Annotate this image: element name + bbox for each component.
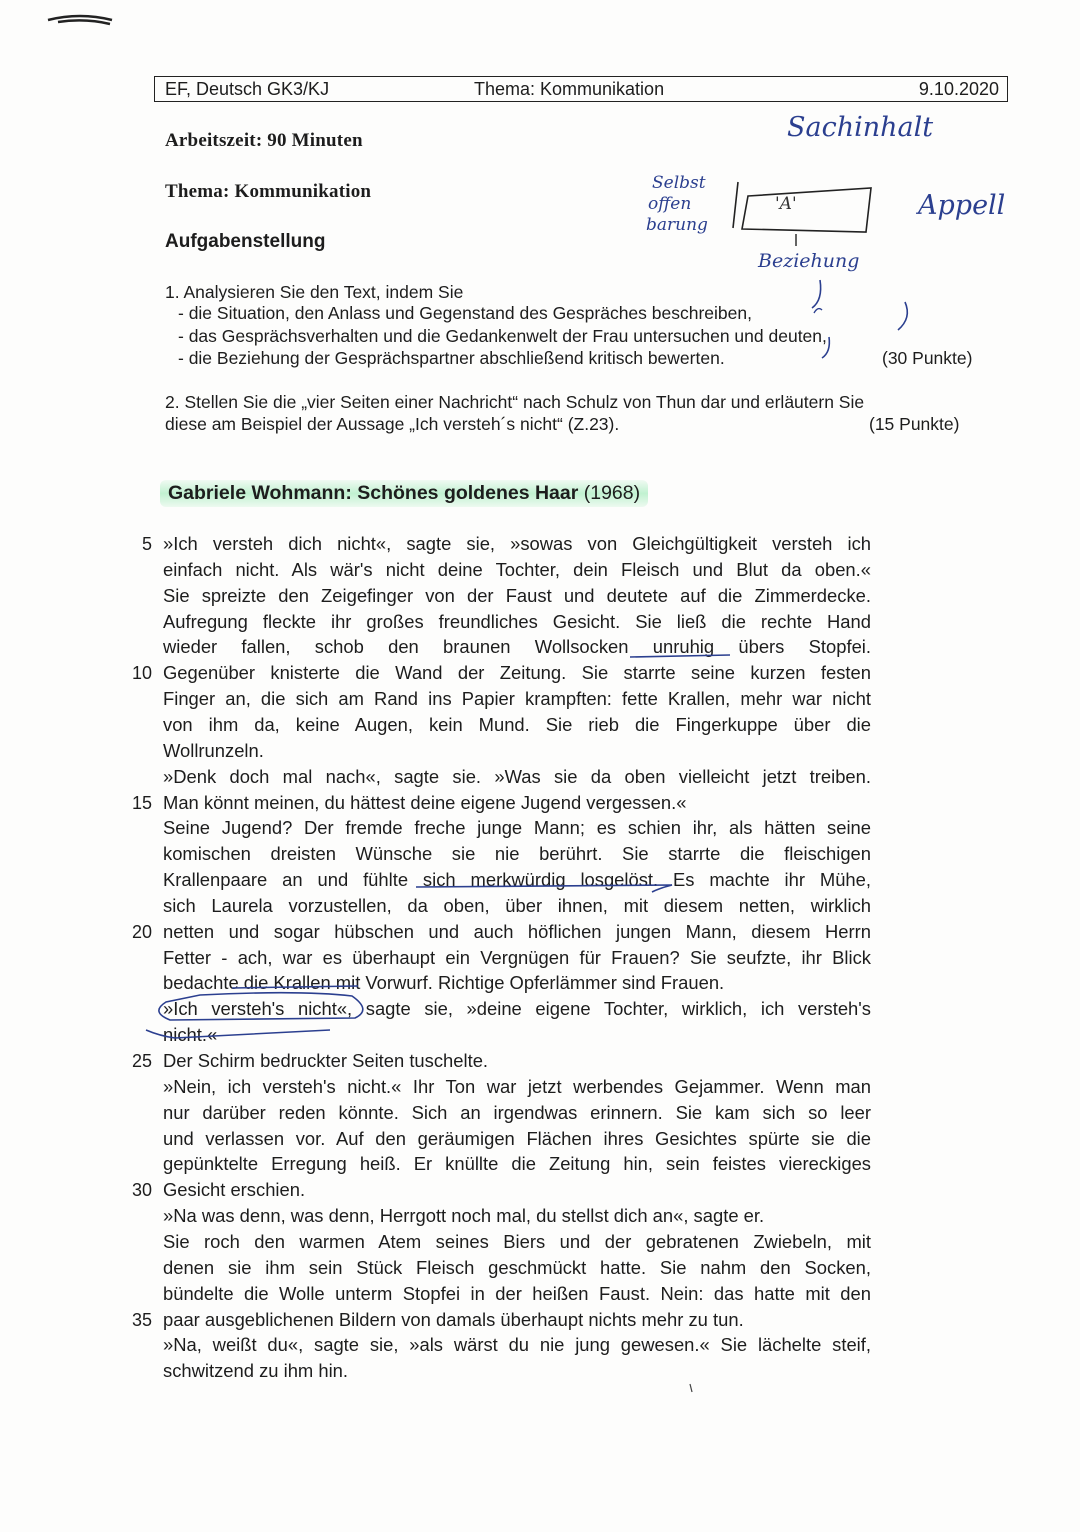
handwriting-selbst: Selbst — [652, 173, 706, 193]
line-number: 10 — [131, 663, 152, 684]
story-line: schwitzend zu ihm hin. — [163, 1360, 349, 1382]
story-line: »Ich versteh dich nicht«, sagte sie, »sowas von Gleichgültigkeit versteh ich — [163, 533, 871, 554]
story-line: bündelte die Wolle unterm Stopfei in der heißen Faust. Nein: das hatte mit den — [163, 1282, 871, 1304]
story-line: »Denk doch mal nach«, sagte sie. »Was sie da oben vielleicht jetzt treiben. — [163, 765, 871, 787]
box-stroke-left — [733, 182, 738, 228]
story-line: »Na was denn, was denn, Herrgott noch mal, du stellst dich an«, sagte er. — [163, 1205, 765, 1227]
story-line: Finger an, die sich am Rand ins Papier krampften: fette Krallen, mehr war nicht — [163, 688, 871, 710]
story-line: einfach nicht. Als wär's nicht deine Tochter, dein Fleisch und Blut da oben.« — [163, 558, 871, 580]
header-date: 9.10.2020 — [918, 79, 999, 99]
story-line: »Na, weißt du«, sagte sie, »als wärst du nie jung gewesen.« Sie lächelte steif, — [163, 1334, 871, 1356]
line-number: 25 — [131, 1051, 152, 1071]
story-line: sich Laurela vorzustellen, da oben, über ihnen, mit diesem netten, wirklich — [163, 894, 871, 916]
handwritten-box — [742, 188, 871, 232]
story-line: wieder fallen, schob den braunen Wollsocken unruhig übers Stopfei. — [163, 636, 871, 658]
story-line: Man könnt meinen, du hättest deine eigene Jugend vergessen.« — [163, 791, 687, 813]
story-line: Gesicht erschien. — [163, 1179, 306, 1201]
header-course: EF, Deutsch GK3/KJ — [165, 79, 330, 99]
header-box — [154, 76, 1008, 102]
corner-scribble — [48, 16, 112, 24]
line-number: 20 — [131, 921, 152, 942]
story-line: denen sie ihm sein Stück Fleisch geschmückt hatte. Sie nahm den Socken, — [163, 1256, 871, 1278]
handwriting-offen: offen — [648, 194, 692, 214]
story-line: »Nein, ich versteh's nicht.« Ihr Ton war jetzt werbendes Gejammer. Wenn man — [163, 1075, 871, 1097]
handwriting-appell: Appell — [918, 190, 1006, 221]
story-line: von ihm da, keine Augen, kein Mund. Sie rieb die Fingerkuppe über die — [163, 713, 871, 735]
line-number: 35 — [131, 1309, 152, 1330]
story-year: (1968) — [583, 482, 641, 504]
task-1-bullet-3: - die Beziehung der Gesprächspartner abschließend kritisch bewerten. — [178, 348, 725, 368]
story-title-main: Gabriele Wohmann: Schönes goldenes Haar — [168, 482, 579, 504]
task-2-line-2: diese am Beispiel der Aussage „Ich versteh´s nicht“ (Z.23). — [165, 414, 620, 434]
task-2-points: (15 Punkte) — [869, 414, 960, 434]
theme-line: Thema: Kommunikation — [165, 181, 372, 202]
handwriting-sachinhalt: Sachinhalt — [787, 112, 934, 143]
story-line: und verlassen vor. Auf den geräumigen Flächen ihres Gesichtes spürte sie die — [163, 1127, 871, 1149]
line-number: 15 — [131, 792, 152, 813]
handwriting-beziehung: Beziehung — [758, 250, 860, 272]
story-line: Aufregung fleckte ihr großes freundliches Gesicht. Sie ließ die rechte Hand — [163, 610, 871, 632]
story-line: Der Schirm bedruckter Seiten tuschelte. — [163, 1050, 489, 1071]
story-line: Krallenpaare an und fühlte sich merkwürdig losgelöst. Es machte ihr Mühe, — [163, 869, 871, 891]
line-number: 5 — [141, 534, 152, 554]
story-line: Sie roch den warmen Atem seines Biers und der gebratenen Zwiebeln, mit — [163, 1230, 871, 1252]
story-line: Sie spreizte den Zeigefinger von der Faust und deutete auf die Zimmerdecke. — [163, 584, 871, 606]
story-line: Wollrunzeln. — [163, 739, 264, 761]
line-number: 30 — [131, 1180, 152, 1201]
task-2-line-1: 2. Stellen Sie die „vier Seiten einer Nachricht“ nach Schulz von Thun dar und erläutern Sie — [165, 392, 865, 412]
story-line: bedachte die Krallen mit Vorwurf. Richtige Opferlämmer sind Frauen. — [163, 972, 725, 994]
task-1-bullet-2: - das Gesprächsverhalten und die Gedankenwelt der Frau untersuchen und deuten, — [178, 326, 827, 346]
check-mark-1 — [812, 280, 821, 308]
header-topic: Thema: Kommunikation — [474, 79, 665, 99]
story-line: Fetter - ach, war es überhaupt ein Vergnügen für Frauen? Sie seufzte, ihr Blick — [163, 946, 871, 968]
story-line: nicht.« — [163, 1024, 218, 1046]
task-1-intro: 1. Analysieren Sie den Text, indem Sie — [165, 282, 464, 302]
working-time: Arbeitszeit: 90 Minuten — [165, 130, 363, 151]
check-mark-2 — [898, 302, 907, 330]
story-title — [160, 480, 648, 507]
story-line: »Ich versteh's nicht«, sagte sie, »deine eigene Tochter, wirklich, ich versteh's — [163, 998, 871, 1020]
story-line: nur darüber reden könnte. Sich an irgendwas erinnern. Sie kam sich so leer — [163, 1101, 871, 1123]
story-line: Seine Jugend? Der fremde freche junge Mann; es schien ihr, als hätten seine — [163, 817, 871, 839]
story-line: gepünktelte Erregung heiß. Er knüllte die Zeitung hin, sein feistes viereckiges — [163, 1153, 871, 1175]
story-line: netten und sogar hübschen und auch höflichen jungen Mann, diesem Herrn — [163, 920, 871, 942]
handwriting-barung: barung — [646, 215, 708, 235]
task-1-bullet-1: - die Situation, den Anlass und Gegenstand des Gespräches beschreiben, — [178, 303, 752, 323]
check-mark-4 — [814, 309, 822, 313]
stray-mark — [690, 1384, 692, 1392]
assignment-heading: Aufgabenstellung — [165, 231, 326, 252]
handwriting-box-a: 'A' — [775, 194, 797, 214]
story-line: Gegenüber knisterte die Wand der Zeitung. Sie starrte seine kurzen festen — [163, 662, 871, 684]
story-line: paar ausgeblichenen Bildern von damals überhaupt nichts mehr zu tun. — [163, 1308, 744, 1330]
task-1-points: (30 Punkte) — [882, 348, 973, 368]
story-line: komischen dreisten Wünsche sie nie berührt. Sie starrte die fleischigen — [163, 843, 871, 865]
